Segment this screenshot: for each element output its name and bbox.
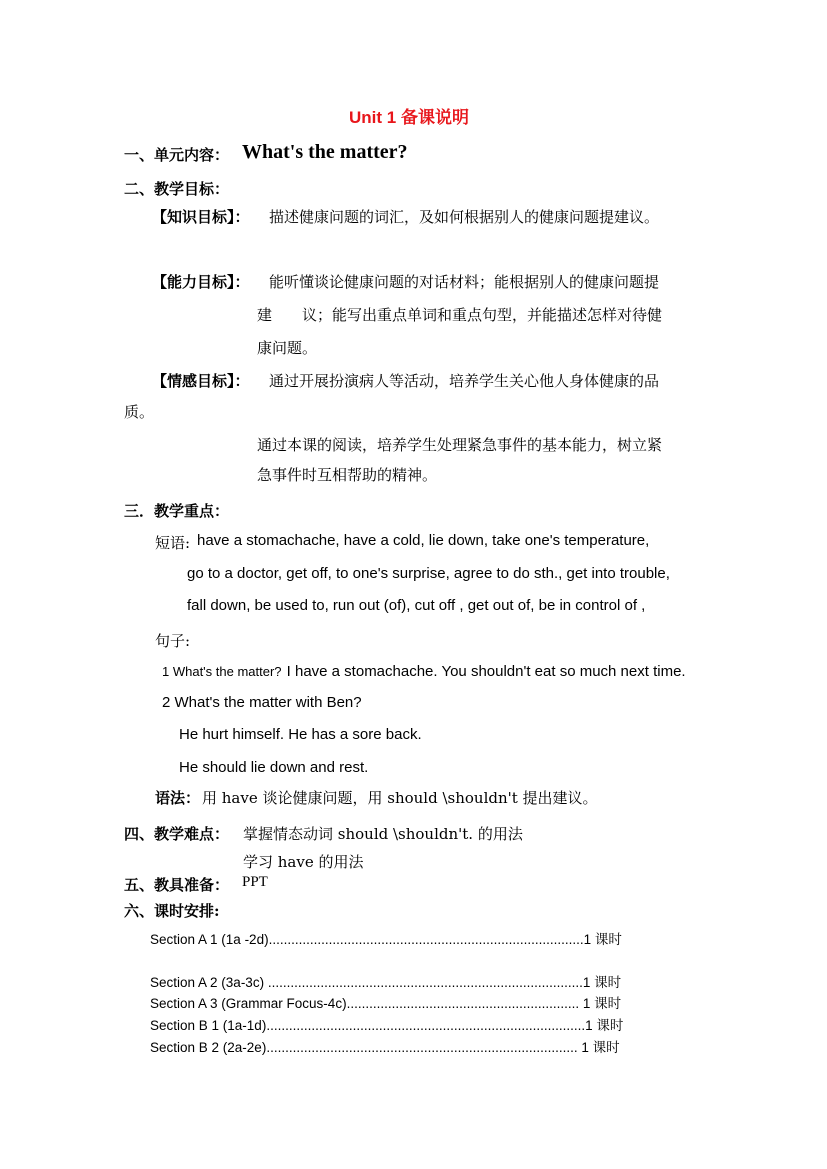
page-title: Unit 1 备课说明 (349, 108, 469, 127)
schedule-item-dots: .................................................................................... (264, 975, 583, 990)
emotion-goal-label: 【情感目标】： (152, 372, 250, 390)
ability-goal-line-3: 康问题。 (257, 339, 318, 357)
schedule-item-hours: 1 课时 (577, 1040, 620, 1055)
phrases-line-2: go to a doctor, get off, to one's surprise, agree to do sth., get into trouble, (187, 565, 670, 582)
schedule-item-dots: .............................................................. (346, 996, 580, 1011)
schedule-item-name: Section A 3 (Grammar Focus-4c) (150, 996, 347, 1011)
phrases-line-1: have a stomachache, have a cold, lie down, take one's temperature, (197, 532, 650, 549)
section-1-value: What's the matter? (242, 141, 408, 163)
section-3-label: 三．教学重点： (124, 502, 230, 520)
section-5-value: PPT (242, 874, 268, 890)
schedule-item-name: Section B 2 (2a-2e) (150, 1040, 267, 1055)
schedule-item-dots: ................................................................................... (266, 1040, 578, 1055)
schedule-item-hours: 1 课时 (582, 975, 622, 990)
sentence-1-question: 1 What's the matter? (162, 664, 282, 679)
schedule-item (150, 928, 622, 948)
schedule-item-dots: ..................................................................................... (266, 1018, 586, 1033)
schedule-item (150, 1036, 620, 1056)
schedule-item (150, 971, 621, 991)
emotion-goal-line-3: 通过本课的阅读，培养学生处理紧急事件的基本能力，树立紧 (257, 436, 663, 454)
phrases-label: 短语: (155, 534, 191, 552)
section-4-label: 四、教学难点： (124, 825, 230, 843)
sentence-2: 2 What's the matter with Ben? (162, 694, 362, 711)
knowledge-goal-text: 描述健康问题的词汇，及如何根据别人的健康问题提建议。 (269, 208, 660, 226)
sentence-2-answer-2: He should lie down and rest. (179, 759, 369, 776)
sentence-1-answer: I have a stomachache. You shouldn't eat so much next time. (286, 663, 686, 680)
emotion-goal-line-2: 质。 (124, 403, 155, 421)
ability-goal-label: 【能力目标】： (152, 273, 250, 291)
schedule-item (150, 1014, 623, 1034)
schedule-item-dots: .................................................................................... (268, 932, 584, 947)
phrases-line-3: fall down, be used to, run out (of), cut off , get out of, be in control of , (187, 597, 646, 614)
knowledge-goal-label: 【知识目标】： (152, 208, 250, 226)
schedule-item-hours: 1 课时 (583, 932, 622, 947)
section-1-label: 一、单元内容： (124, 146, 230, 164)
schedule-item-name: Section A 2 (3a-3c) (150, 975, 265, 990)
difficulty-line-1: 掌握情态动词 should \shouldn't. 的用法 (243, 825, 523, 843)
emotion-goal-line-4: 急事件时互相帮助的精神。 (257, 466, 438, 484)
ability-goal-line-2: 建 议；能写出重点单词和重点句型，并能描述怎样对待健 (257, 306, 663, 324)
ability-goal-line-1: 能听懂谈论健康问题的对话材料；能根据别人的健康问题提 (269, 273, 660, 291)
schedule-item (150, 992, 621, 1012)
sentence-1 (162, 661, 686, 680)
section-5-label: 五、教具准备： (124, 876, 230, 894)
section-2-label: 二、教学目标： (124, 180, 230, 198)
sentences-label: 句子: (155, 632, 191, 650)
section-6-label: 六、课时安排: (124, 902, 220, 920)
schedule-item-name: Section B 1 (1a-1d) (150, 1018, 267, 1033)
sentence-2-answer-1: He hurt himself. He has a sore back. (179, 726, 422, 743)
grammar-text: 用 have 谈论健康问题，用 should \shouldn't 提出建议。 (202, 789, 598, 807)
difficulty-line-2: 学习 have 的用法 (243, 853, 364, 871)
schedule-item-name: Section A 1 (1a -2d) (150, 932, 269, 947)
emotion-goal-line-1: 通过开展扮演病人等活动，培养学生关心他人身体健康的品 (269, 372, 660, 390)
schedule-item-hours: 1 课时 (579, 996, 622, 1011)
grammar-label: 语法： (155, 789, 201, 807)
schedule-item-hours: 1 课时 (585, 1018, 624, 1033)
